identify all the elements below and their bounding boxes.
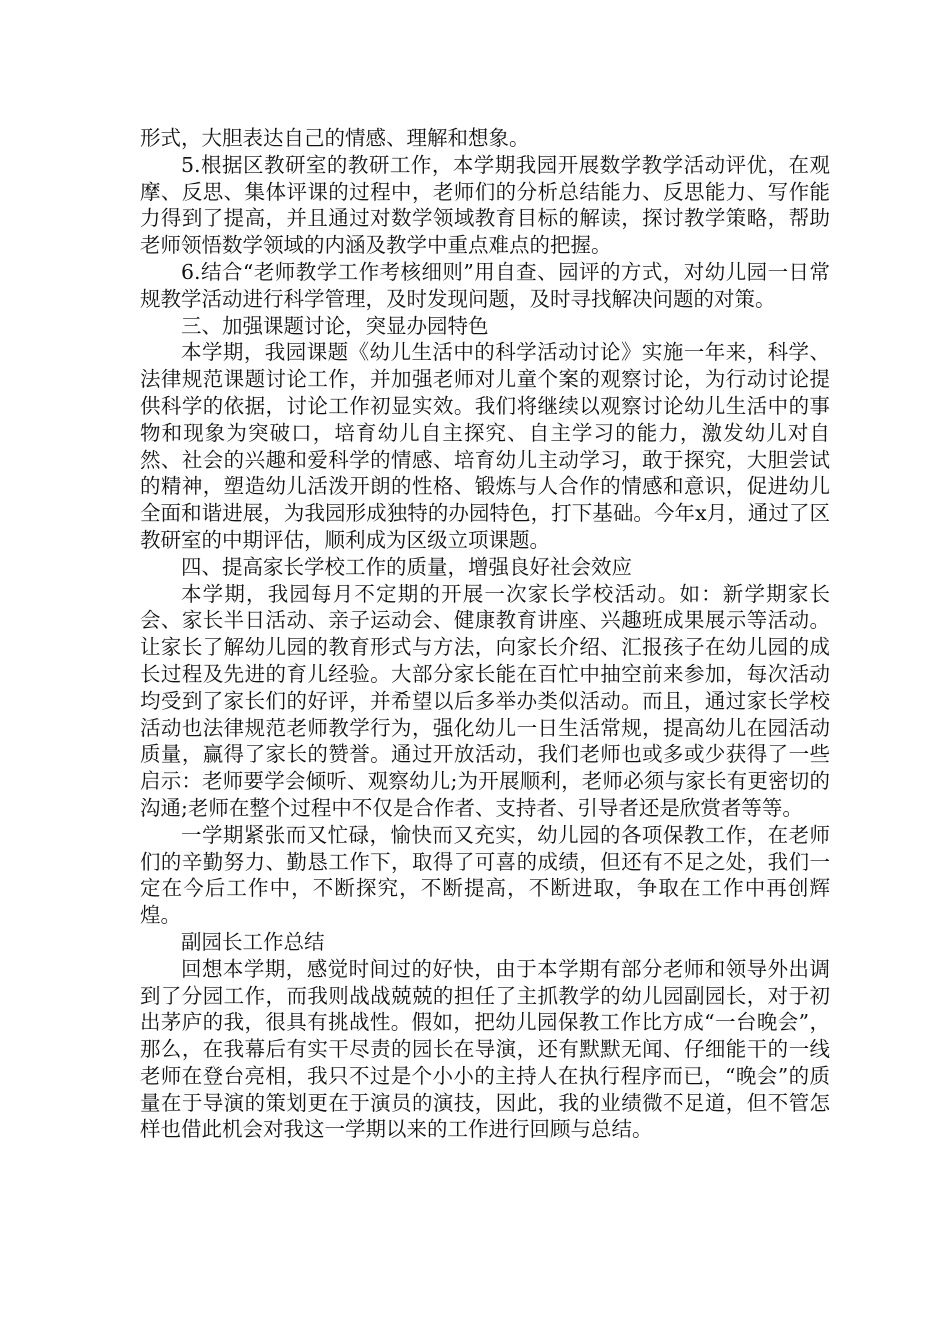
paragraph-item-5: 5.根据区教研室的教研工作，本学期我园开展数学教学活动评优，在观摩、反思、集体评课的过程中，老师们的分析总结能力、反思能力、写作能力得到了提高，并且通过对数学领域教育目标的解读，探讨教学策略，帮助老师领悟数学领域的内涵及教学中重点难点的把握。: [140, 152, 830, 258]
paragraph-vice-director-intro: 回想本学期，感觉时间过的好快，由于本学期有部分老师和领导外出调到了分园工作，而我则战战兢兢的担任了主抓教学的幼儿园副园长，对于初出茅庐的我，很具有挑战性。假如，把幼儿园保教工作比方成“一台晚会”，那么，在我幕后有实干尽责的园长在导演，还有默默无闻、仔细能干的一线老师在登台亮相，我只不过是个小小的主持人在执行程序而已，“晚会”的质量在于导演的策划更在于演员的演技，因此，我的业绩微不足道，但不管怎样也借此机会对我这一学期以来的工作进行回顾与总结。: [140, 956, 830, 1142]
paragraph-conclusion: 一学期紧张而又忙碌，愉快而又充实，幼儿园的各项保教工作，在老师们的辛勤努力、勤恳工作下，取得了可喜的成绩，但还有不足之处，我们一定在今后工作中，不断探究，不断提高，不断进取，争取在工作中再创辉煌。: [140, 822, 830, 928]
section-heading-3: 三、加强课题讨论，突显办园特色: [181, 313, 489, 338]
paragraph-parent-school: 本学期，我园每月不定期的开展一次家长学校活动。如：新学期家长会、家长半日活动、亲子运动会、健康教育讲座、兴趣班成果展示等活动。让家长了解幼儿园的教育形式与方法，向家长介绍、汇报孩子在幼儿园的成长过程及先进的育儿经验。大部分家长能在百忙中抽空前来参加，每次活动均受到了家长们的好评，并希望以后多举办类似活动。而且，通过家长学校活动也法律规范老师教学行为，强化幼儿一日生活常规，提高幼儿在园活动质量，赢得了家长的赞誉。通过开放活动，我们老师也或多或少获得了一些启示：老师要学会倾听、观察幼儿;为开展顺利，老师必须与家长有更密切的沟通;老师在整个过程中不仅是合作者、支持者、引导者还是欣赏者等等。: [140, 581, 830, 820]
paragraph-research: 本学期，我园课题《幼儿生活中的科学活动讨论》实施一年来，科学、法律规范课题讨论工作，并加强老师对儿童个案的观察讨论，为行动讨论提供科学的依据，讨论工作初显实效。我们将继续以观察讨论幼儿生活中的事物和现象为突破口，培育幼儿自主探究、自主学习的能力，激发幼儿对自然、社会的兴趣和爱科学的情感、培育幼儿主动学习，敢于探究，大胆尝试的精神，塑造幼儿活泼开朗的性格、锻炼与人合作的情感和意识，促进幼儿全面和谐进展，为我园形成独特的办园特色，打下基础。今年x月，通过了区教研室的中期评估，顺利成为区级立项课题。: [140, 340, 830, 552]
section-title-vice-director: 副园长工作总结: [181, 929, 325, 954]
section-heading-4: 四、提高家长学校工作的质量，增强良好社会效应: [181, 554, 632, 579]
paragraph-item-6: 6.结合“老师教学工作考核细则”用自查、园评的方式，对幼儿园一日常规教学活动进行科学管理，及时发现问题，及时寻找解决问题的对策。: [140, 259, 830, 311]
paragraph-continuation: 形式，大胆表达自己的情感、理解和想象。: [140, 126, 530, 150]
document-page: [140, 125, 830, 1143]
